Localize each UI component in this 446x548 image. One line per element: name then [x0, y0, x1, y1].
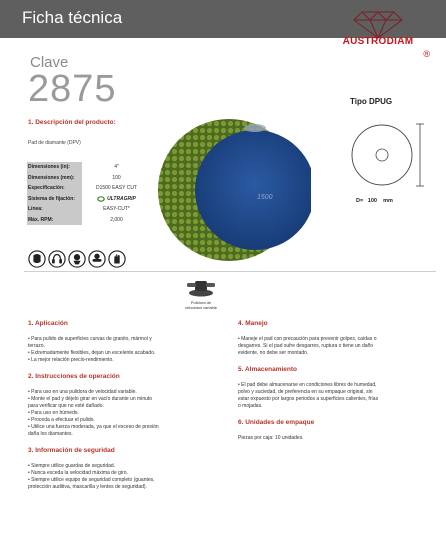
spec-value: EASY-CUT* — [103, 206, 130, 213]
spec-table — [27, 162, 151, 225]
goggles-icon — [88, 250, 106, 268]
diamond-pad-image — [157, 113, 311, 267]
grinder-image — [183, 277, 219, 299]
dimension-unit: mm — [383, 198, 393, 204]
section-title: 4. Manejo — [238, 320, 268, 327]
page-title: Ficha técnica — [22, 8, 123, 27]
section-aplicacion: 1. Aplicación • Para pulido de superficies curvas de granito, mármol y terrazo. • Extremadamente flexibles, dejan un excelente acabado. • La mejor relación precio-rendimiento. — [28, 320, 220, 364]
diamond-logo-icon — [322, 6, 434, 40]
spec-value: 2,000 — [110, 216, 123, 223]
pad-hub-logo — [244, 124, 266, 132]
pad-code: 1500 — [257, 194, 273, 201]
spec-row — [27, 215, 151, 226]
section-title: 3. Información de seguridad — [28, 447, 115, 454]
section-title: 2. Instrucciones de operación — [28, 373, 120, 380]
description-title: 1. Descripción del producto: — [28, 119, 116, 126]
brand-logo — [322, 6, 434, 64]
spec-key: Dimensiones (mm): — [27, 173, 82, 184]
diagram-hole-icon — [376, 149, 388, 161]
spec-key: Sistema de fijación: — [27, 194, 82, 205]
spec-value — [82, 194, 151, 205]
section-title: 5. Almacenamiento — [238, 366, 298, 373]
spec-key: Máx. RPM: — [27, 215, 82, 226]
spec-row — [27, 194, 151, 205]
spec-row — [27, 204, 151, 215]
respirator-icon — [68, 250, 86, 268]
divider — [24, 271, 436, 272]
left-column — [28, 320, 220, 500]
grinder-caption: Pulidora de velocidad variable — [184, 300, 218, 310]
section-manejo: 4. Manejo • Maneje el pad con precaución para prevenir golpes, caídas o desgarres. Si el pad sufre desgarres, ruptura o tiene un daño evidente, no debe ser montado. — [238, 320, 438, 357]
spec-value: 100 — [112, 174, 121, 181]
section-title: 1. Aplicación — [28, 320, 68, 327]
section-seguridad: 3. Información de seguridad • Siempre utilice guardas de seguridad. • Nunca exceda la velocidad máxima de giro. • Siempre utilice equipo de seguridad completo (guantes, protección auditiva, mascarilla y lentes de seguridad). — [28, 447, 220, 491]
spec-value: 4" — [114, 164, 119, 171]
clave-number: 2875 — [28, 68, 117, 110]
spec-row — [27, 173, 151, 184]
dimension-label — [356, 198, 393, 204]
spec-row — [27, 183, 151, 194]
safety-icons — [28, 250, 126, 268]
grinder-icon — [183, 277, 219, 299]
dimension-value: 100 — [367, 198, 377, 204]
clave-label: Clave — [30, 54, 69, 71]
dimension-line-icon — [416, 124, 424, 186]
right-column — [238, 320, 438, 451]
face-shield-icon — [28, 250, 46, 268]
dimension-d: D= — [356, 198, 364, 204]
section-almacenamiento: 5. Almacenamiento • El pad debe almacenarse en condiciones libres de humedad, polvo y suciedad, de preferencia en su empaque original, sin estar expuesto por largos periodos a superficies calientes, frías o mojadas. — [238, 366, 438, 410]
section-title: 6. Unidades de empaque — [238, 419, 315, 426]
gloves-icon — [108, 250, 126, 268]
tipo-label: Tipo DPUG — [350, 97, 393, 106]
ultragrip-text: ULTRAGRIP — [107, 195, 136, 202]
section-empaque: 6. Unidades de empaque Piezas por caja: 10 unidades. — [238, 419, 438, 442]
spec-row — [27, 162, 151, 173]
pad-backing — [195, 130, 311, 250]
spec-key: Dimensiones (in): — [27, 162, 82, 173]
brand-name: AUSTRODIAM — [342, 36, 414, 47]
spec-key: Línea: — [27, 204, 82, 215]
spec-key: Especificación: — [27, 183, 82, 194]
spec-value: D1500 EASY CUT — [95, 185, 138, 192]
ultragrip-logo — [97, 196, 136, 202]
registered-mark: ® — [423, 49, 430, 59]
ear-protection-icon — [48, 250, 66, 268]
ultragrip-icon — [97, 196, 105, 202]
description-text: Pad de diamante (DPV) — [28, 140, 81, 146]
pad-diagram — [346, 115, 426, 195]
section-instrucciones: 2. Instrucciones de operación • Para uso en una pulidora de velocidad variable. • Monte el pad y déjelo girar en vacío durante un minuto para verificar que no esté dañado. • Para uso en húmedo. • Proceda a efectuar el pulido. • Utilice una fuerza moderada, ya que el exceso de presión daña los diamantes. — [28, 373, 220, 438]
